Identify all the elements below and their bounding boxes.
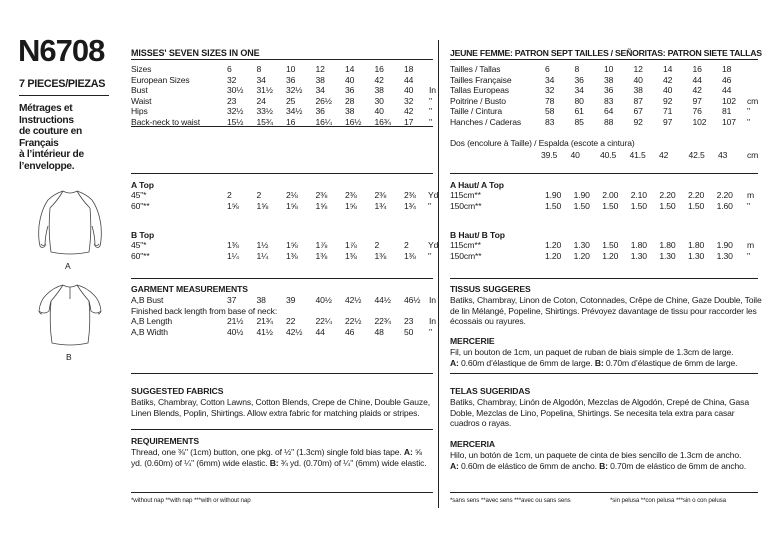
row-label: 45"* <box>131 190 147 200</box>
view-a-label: A <box>65 261 71 271</box>
row-label: Hips <box>131 106 148 117</box>
table-cell: 88 <box>604 117 614 127</box>
table-cell: 23 <box>404 316 414 327</box>
table-cell: 40.5 <box>600 150 617 160</box>
french-note-line: Instructions <box>19 114 74 126</box>
en-rule <box>131 173 433 174</box>
text-line: Hilo, un botón de 1cm, un paquete de cinta de bies sencillo de 1.3cm de ancho. <box>450 450 742 460</box>
table-cell: 10 <box>604 64 614 74</box>
text-line: Linen Blends, Poplin, Shirtings. Allow extra fabric for matching plaids or stripes. <box>131 407 420 418</box>
table-cell: 85 <box>574 117 584 127</box>
table-cell: 1.50 <box>688 200 705 211</box>
table-cell: 46 <box>722 74 732 85</box>
fr-title-rule <box>450 59 758 60</box>
table-cell: 22¼ <box>315 316 332 327</box>
table-cell: 1.50 <box>602 240 619 250</box>
table-cell: 42 <box>374 74 384 85</box>
table-cell: 16¼ <box>315 117 332 127</box>
table-cell: 2⅛ <box>286 190 298 200</box>
table-cell: 42 <box>404 106 414 117</box>
en-requirements-title: REQUIREMENTS <box>131 436 200 446</box>
table-cell: 1.60 <box>716 200 733 211</box>
table-cell: 14 <box>345 64 355 74</box>
row-label: 150cm** <box>450 250 482 261</box>
unit-label: cm <box>747 95 759 106</box>
table-cell: 1½ <box>256 240 269 250</box>
table-cell: 1⅝ <box>227 200 239 211</box>
table-cell: 18 <box>722 64 732 74</box>
table-cell: 1⅝ <box>256 200 269 211</box>
fr-rule <box>450 173 758 174</box>
table-cell: 2 <box>227 190 232 200</box>
view-letter: A: <box>403 447 413 457</box>
view-a-sketch <box>28 186 112 258</box>
table-cell: 1.30 <box>630 250 647 261</box>
table-cell: 87 <box>633 95 643 106</box>
es-merceria-title: MERCERIA <box>450 439 496 449</box>
table-cell: 40 <box>633 74 643 85</box>
text-line: Batiks, Chambray, Linón de Algodón, Mezclas de Algodón, Crepé de China, Gasa <box>450 397 749 407</box>
row-label: Tallas Europeas <box>450 85 509 96</box>
unit-label: m <box>747 190 755 200</box>
table-cell: 32 <box>404 95 414 106</box>
table-cell: 25 <box>286 95 296 106</box>
table-cell: 31½ <box>256 85 273 96</box>
unit-label: " <box>747 106 750 117</box>
table-cell: 40 <box>570 150 580 160</box>
text-line: 0.60m de elástico de 6mm de ancho. <box>461 460 597 471</box>
table-cell: 15¾ <box>256 117 273 127</box>
unit-label: " <box>428 200 431 211</box>
en-a-top-title: A Top <box>131 180 154 190</box>
table-cell: 41.5 <box>629 150 646 160</box>
text-line: 0.60m d’élastique de 6mm de large. <box>461 357 593 368</box>
table-cell: 28 <box>345 95 355 106</box>
unit-label: " <box>747 117 750 127</box>
table-cell: 1⅜ <box>227 240 239 250</box>
en-footnote: *without nap **with nap ***with or without nap <box>131 497 251 504</box>
table-cell: 1⅞ <box>345 240 357 250</box>
table-cell: 21½ <box>227 316 244 327</box>
table-cell: 40 <box>345 74 355 85</box>
en-rule <box>131 429 433 430</box>
row-label: Sizes <box>131 64 152 74</box>
row-label: 45"* <box>131 240 147 250</box>
table-cell: 34 <box>574 85 584 96</box>
table-cell: 38 <box>315 74 325 85</box>
unit-label: m <box>747 240 755 250</box>
row-label: Taille / Cintura <box>450 106 503 117</box>
fr-mercerie-title: MERCERIE <box>450 336 495 346</box>
row-label: Bust <box>131 85 148 96</box>
table-cell: 41½ <box>256 326 273 337</box>
column-divider <box>438 40 439 508</box>
fr-tissus-text <box>450 295 762 327</box>
table-cell: 1.50 <box>659 200 676 211</box>
table-cell: 1⅝ <box>286 200 298 211</box>
table-cell: 34½ <box>286 106 303 117</box>
text-line: yd. (0.60m) of ¼" (6mm) wide elastic. <box>131 457 268 468</box>
table-cell: 2.00 <box>602 190 619 200</box>
table-cell: 1⅜ <box>404 250 416 261</box>
table-cell: 78 <box>545 95 555 106</box>
table-cell: 1.80 <box>688 240 705 250</box>
fr-b-top-title: B Haut/ B Top <box>450 230 505 240</box>
table-cell: 16 <box>692 64 702 74</box>
table-cell: 1.90 <box>545 190 562 200</box>
es-telas-title: TELAS SUGERIDAS <box>450 386 531 396</box>
table-cell: 16½ <box>345 117 362 127</box>
table-cell: 38 <box>374 85 384 96</box>
view-b-sketch <box>30 281 110 349</box>
table-cell: 107 <box>722 117 736 127</box>
row-label: 115cm** <box>450 190 481 200</box>
table-cell: 40 <box>663 85 673 96</box>
table-cell: 42½ <box>345 295 362 305</box>
table-cell: 33½ <box>256 106 273 117</box>
en-requirements-text <box>131 447 427 468</box>
table-cell: 23 <box>227 95 237 106</box>
table-cell: 46 <box>345 326 355 337</box>
table-cell: 1.30 <box>659 250 676 261</box>
table-cell: 32 <box>545 85 555 96</box>
table-cell: 92 <box>663 95 673 106</box>
fr-rule <box>450 278 758 279</box>
en-rule <box>131 373 433 374</box>
french-note <box>19 103 84 173</box>
table-cell: 16 <box>374 64 384 74</box>
table-cell: 24 <box>256 95 266 106</box>
table-cell: 37 <box>227 295 237 305</box>
text-line: Fil, un bouton de 1cm, un paquet de ruban de biais simple de 1.3cm de large. <box>450 347 734 357</box>
en-title-rule <box>131 59 433 60</box>
table-cell: 46½ <box>404 295 421 305</box>
table-cell: 50 <box>404 326 414 337</box>
table-cell: 6 <box>545 64 550 74</box>
table-cell: 61 <box>574 106 584 117</box>
fr-tissus-title: TISSUS SUGGERES <box>450 284 531 294</box>
text-line: Doble, Mezclas de Lino, Popelina, Shirtings. Se necesita tela extra para casar <box>450 407 735 418</box>
text-line: ¾ yd. (0.70m) of ¼" (6mm) wide elastic. <box>280 457 427 468</box>
table-cell: 64 <box>604 106 614 117</box>
table-cell: 30½ <box>227 85 244 96</box>
fr-footnote: *sans sens **avec sens ***avec ou sans sens <box>450 497 571 504</box>
table-cell: 76 <box>692 106 702 117</box>
row-label: Tailles / Tallas <box>450 64 501 74</box>
text-line: 0.70m d’élastique de 6mm de large. <box>605 357 738 368</box>
en-garment-title: GARMENT MEASUREMENTS <box>131 284 248 294</box>
table-cell: 36 <box>574 74 584 85</box>
text-line: cuadros o rayas. <box>450 418 512 429</box>
french-note-line: Français <box>19 137 59 149</box>
table-cell: 34 <box>256 74 266 85</box>
table-cell: 12 <box>315 64 325 74</box>
unit-label: " <box>428 250 431 261</box>
unit-label: " <box>747 200 750 211</box>
table-cell: 1.20 <box>573 250 590 261</box>
table-cell: 44 <box>315 326 325 337</box>
table-cell: 40½ <box>227 326 244 337</box>
view-letter: B: <box>269 457 279 468</box>
table-cell: 2.20 <box>659 190 676 200</box>
table-cell: 15½ <box>227 117 244 127</box>
view-b-label: B <box>66 352 72 362</box>
view-letter: A: <box>450 460 459 471</box>
fr-rule <box>450 492 758 493</box>
table-cell: 1.50 <box>630 200 647 211</box>
table-cell: 34 <box>545 74 555 85</box>
table-cell: 58 <box>545 106 555 117</box>
table-cell: 8 <box>574 64 580 74</box>
table-cell: 17 <box>404 117 414 127</box>
row-label: 60"** <box>131 200 150 211</box>
row-label: A,B Length <box>131 316 173 327</box>
table-cell: 2⅜ <box>345 190 357 200</box>
en-title: MISSES' SEVEN SIZES IN ONE <box>131 48 260 58</box>
row-label: A,B Bust <box>131 295 164 305</box>
table-cell: 32½ <box>227 106 244 117</box>
table-cell: 1¼ <box>256 250 269 261</box>
row-label: 150cm** <box>450 200 482 211</box>
table-cell: 16 <box>286 117 296 127</box>
unit-label: In <box>429 295 436 305</box>
table-cell: 36 <box>315 106 325 117</box>
table-cell: 1.80 <box>630 240 647 250</box>
table-cell: 1¼ <box>227 250 239 261</box>
text-line: 0.70m de elástico de 6mm de ancho. <box>610 460 746 471</box>
table-cell: 1.50 <box>602 200 619 211</box>
table-cell: 38 <box>633 85 643 96</box>
row-label: 60"** <box>131 250 150 261</box>
table-cell: 21¾ <box>256 316 273 327</box>
table-cell: 42 <box>663 74 673 85</box>
table-cell: 38 <box>604 74 614 85</box>
row-label: 115cm** <box>450 240 481 250</box>
table-cell: 1⅜ <box>315 250 328 261</box>
unit-label: cm <box>747 150 759 160</box>
table-cell: 1⅜ <box>374 250 387 261</box>
table-cell: 36 <box>345 85 355 96</box>
table-cell: 38 <box>345 106 355 117</box>
table-cell: 44½ <box>374 295 391 305</box>
table-cell: 16¾ <box>374 117 391 127</box>
table-cell: 39 <box>286 295 296 305</box>
unit-label: " <box>429 106 432 117</box>
table-cell: 1.80 <box>659 240 676 250</box>
unit-label: " <box>429 95 432 106</box>
text-line: Batiks, Chambray, Cotton Lawns, Cotton Blends, Crepe de Chine, Double Gauze, <box>131 397 430 407</box>
left-divider <box>19 95 109 96</box>
table-cell: 1.30 <box>573 240 590 250</box>
row-label: European Sizes <box>131 74 190 85</box>
table-cell: 67 <box>633 106 643 117</box>
table-cell: 30 <box>374 95 384 106</box>
unit-label: Yd <box>428 240 439 250</box>
table-cell: 2.20 <box>688 190 705 200</box>
table-cell: 43 <box>718 150 728 160</box>
table-cell: 34 <box>315 85 325 96</box>
french-note-line: à l’intérieur de <box>19 149 84 161</box>
text-line: ⅝ <box>414 447 422 457</box>
es-telas-text <box>450 397 749 429</box>
en-b-top-title: B Top <box>131 230 155 240</box>
table-cell: 2⅜ <box>374 190 387 200</box>
table-cell: 39.5 <box>541 150 558 160</box>
table-cell: 2 <box>404 240 409 250</box>
table-cell: 12 <box>633 64 643 74</box>
table-cell: 97 <box>692 95 702 106</box>
table-cell: 22¾ <box>374 316 391 327</box>
french-note-line: de couture en <box>19 126 82 138</box>
french-note-line: l’enveloppe. <box>19 160 75 172</box>
table-cell: 1.30 <box>716 250 733 261</box>
pattern-number: N6708 <box>18 33 105 68</box>
view-letter: B: <box>594 357 604 368</box>
table-cell: 102 <box>692 117 707 127</box>
table-cell: 36 <box>286 74 296 85</box>
en-rule <box>131 278 433 279</box>
table-cell: 1¾ <box>374 200 387 211</box>
table-cell: 44 <box>404 74 414 85</box>
table-cell: 40 <box>404 85 414 96</box>
row-label: Tailles Française <box>450 74 512 85</box>
table-cell: 48 <box>374 326 384 337</box>
table-cell: 40½ <box>315 295 332 305</box>
table-cell: 1.20 <box>545 240 562 250</box>
fr-mercerie-text <box>450 347 737 368</box>
table-cell: 1⅜ <box>286 250 298 261</box>
table-cell: 1⅜ <box>345 250 357 261</box>
table-cell: 81 <box>722 106 732 117</box>
text-line: Thread, one ⅜" (1cm) button, one pkg. of ½" (1.3cm) single fold bias tape. <box>131 447 402 457</box>
view-letter: A: <box>450 357 459 368</box>
pieces-count: 7 PIECES/PIEZAS <box>19 78 106 90</box>
table-cell: 32 <box>227 74 237 85</box>
text-line: écossais ou rayures. <box>450 316 526 327</box>
table-cell: 14 <box>663 64 673 74</box>
table-cell: 40 <box>374 106 384 117</box>
table-cell: 36 <box>604 85 614 96</box>
table-cell: 1⅝ <box>286 240 298 250</box>
table-cell: 1.50 <box>573 200 590 211</box>
table-cell: 42 <box>659 150 669 160</box>
text-line: Batiks, Chambray, Linon de Coton, Cotonnades, Crêpe de Chine, Gaze Double, Toile <box>450 295 762 305</box>
table-cell: 2.10 <box>630 190 647 200</box>
table-cell: 2⅜ <box>315 190 328 200</box>
unit-label: " <box>747 250 750 261</box>
table-cell: 71 <box>663 106 673 117</box>
table-cell: 44 <box>692 74 702 85</box>
table-cell: 2⅜ <box>404 190 416 200</box>
en-rule <box>131 492 433 493</box>
table-cell: 2.20 <box>716 190 733 200</box>
en-fabrics-text <box>131 397 430 418</box>
table-cell: 92 <box>633 117 643 127</box>
row-label: Hanches / Caderas <box>450 117 522 127</box>
table-cell: 1⅞ <box>315 240 328 250</box>
table-cell: 1.20 <box>602 250 619 261</box>
table-cell: 97 <box>663 117 673 127</box>
fr-rule <box>450 373 758 374</box>
fr-title: JEUNE FEMME: PATRON SEPT TAILLES / SEÑORITAS: PATRON SIETE TALLAS <box>450 48 762 58</box>
table-cell: 80 <box>574 95 584 106</box>
row-label: Finished back length from base of neck: <box>131 305 278 316</box>
unit-label: In <box>429 85 436 96</box>
table-cell: 1.30 <box>688 250 705 261</box>
unit-label: Yd <box>428 190 439 200</box>
french-note-line: Métrages et <box>19 103 73 114</box>
table-cell: 22 <box>286 316 296 327</box>
table-cell: 2 <box>256 190 262 200</box>
table-cell: 6 <box>227 64 232 74</box>
table-cell: 83 <box>604 95 614 106</box>
table-cell: 10 <box>286 64 296 74</box>
table-cell: 44 <box>722 85 732 96</box>
text-line: de lin Mélangé, Popeline, Shirtings. Prévoyez davantage de tissu pour raccorder les <box>450 305 757 316</box>
unit-label: In <box>429 316 436 327</box>
table-cell: 1.90 <box>573 190 590 200</box>
es-footnote: *sin pelusa **con pelusa ***sin o con pelusa <box>610 497 726 504</box>
table-cell: 26½ <box>315 95 332 106</box>
table-cell: 1.20 <box>545 250 562 261</box>
table-cell: 1⅝ <box>315 200 328 211</box>
table-cell: 83 <box>545 117 555 127</box>
table-cell: 18 <box>404 64 414 74</box>
row-label: A,B Width <box>131 326 168 337</box>
row-label: Waist <box>131 95 152 106</box>
table-cell: 2 <box>374 240 380 250</box>
table-cell: 32½ <box>286 85 303 96</box>
table-cell: 102 <box>722 95 736 106</box>
table-cell: 42.5 <box>688 150 705 160</box>
es-merceria-text <box>450 450 746 471</box>
table-cell: 1.90 <box>716 240 733 250</box>
table-cell: 42½ <box>286 326 303 337</box>
row-label: Back-neck to waist <box>131 117 200 127</box>
table-cell: 22½ <box>345 316 362 327</box>
table-cell: 1.50 <box>545 200 562 211</box>
fr-a-top-title: A Haut/ A Top <box>450 180 504 190</box>
table-cell: 1¾ <box>404 200 416 211</box>
view-letter: B: <box>599 460 608 471</box>
unit-label: " <box>429 326 432 337</box>
table-cell: 8 <box>256 64 262 74</box>
row-label: Poitrine / Busto <box>450 95 506 106</box>
table-cell: 38 <box>256 295 266 305</box>
unit-label: " <box>429 117 432 127</box>
fr-dos-label: Dos (encolure à Taille) / Espalda (escote a cintura) <box>450 138 635 148</box>
table-cell: 1⅝ <box>345 200 357 211</box>
en-fabrics-title: SUGGESTED FABRICS <box>131 386 224 396</box>
table-cell: 42 <box>692 85 702 96</box>
